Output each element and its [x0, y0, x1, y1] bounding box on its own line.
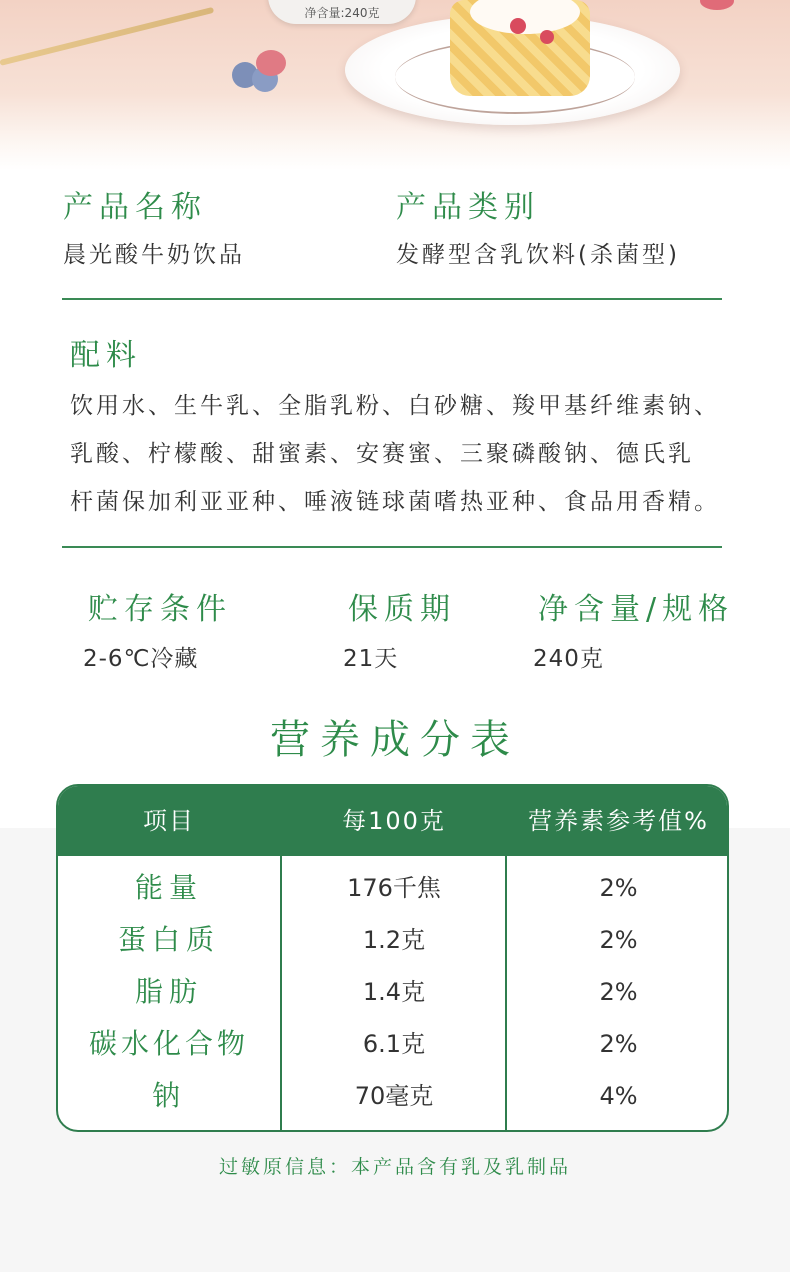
storage-value: 2-6℃冷藏 — [83, 646, 199, 672]
nutrient-nrv: 2% — [599, 874, 638, 902]
fork-illustration — [0, 7, 214, 66]
product-name-value: 晨光酸牛奶饮品 — [63, 242, 245, 268]
net-content-label: 净含量/规格 — [538, 592, 735, 627]
header-per100: 每100克 — [342, 807, 446, 835]
header-item: 项目 — [143, 807, 195, 835]
nutrient-nrv: 2% — [599, 1030, 638, 1058]
ingredients-label: 配料 — [70, 338, 142, 373]
nutrient-name: 脂肪 — [134, 975, 203, 1008]
raspberry-illustration — [540, 30, 554, 44]
ingredients-list — [70, 382, 720, 526]
nutrition-title: 营养成分表 — [270, 717, 520, 763]
product-category-value: 发酵型含乳饮料(杀菌型) — [396, 242, 680, 268]
table-row — [58, 966, 727, 1018]
storage-label: 贮存条件 — [88, 592, 232, 627]
nutrient-name: 能量 — [134, 871, 203, 904]
raspberry-illustration — [256, 50, 286, 76]
shelf-life-value: 21天 — [343, 646, 399, 672]
product-category-label: 产品类别 — [396, 190, 540, 225]
nutrient-name: 钠 — [151, 1079, 186, 1112]
raspberry-illustration — [700, 0, 734, 10]
raspberry-illustration — [510, 18, 526, 34]
table-row — [58, 1018, 727, 1070]
ingredients-line: 杆菌保加利亚亚种、唾液链球菌嗜热亚种、食品用香精。 — [70, 489, 720, 515]
nutrient-name: 蛋白质 — [117, 923, 220, 956]
yogurt-cup — [268, 0, 416, 24]
section-divider — [62, 298, 722, 300]
cup-label: 净含量:240克 — [304, 6, 380, 20]
nutrient-per100: 6.1克 — [362, 1030, 426, 1058]
nutrient-nrv: 2% — [599, 978, 638, 1006]
nutrient-per100: 176千焦 — [347, 874, 441, 902]
table-row — [58, 862, 727, 914]
hero-image — [0, 0, 790, 170]
ingredients-line: 乳酸、柠檬酸、甜蜜素、安赛蜜、三聚磷酸钠、德氏乳 — [70, 441, 694, 467]
ingredients-line: 饮用水、生牛乳、全脂乳粉、白砂糖、羧甲基纤维素钠、 — [70, 393, 720, 419]
net-content-value: 240克 — [533, 646, 604, 672]
shelf-life-label: 保质期 — [348, 592, 456, 627]
nutrient-nrv: 2% — [599, 926, 638, 954]
nutrient-per100: 70毫克 — [354, 1082, 434, 1110]
nutrient-nrv: 4% — [599, 1082, 638, 1110]
nutrient-per100: 1.4克 — [362, 978, 426, 1006]
nutrition-table — [56, 784, 729, 1132]
allergen-info: 过敏原信息：本产品含有乳及乳制品 — [218, 1156, 571, 1178]
nutrient-per100: 1.2克 — [362, 926, 426, 954]
table-row — [58, 914, 727, 966]
table-row — [58, 1070, 727, 1122]
table-header — [58, 786, 727, 856]
nutrient-name: 碳水化合物 — [88, 1027, 249, 1060]
header-nrv: 营养素参考值% — [528, 807, 709, 835]
product-name-label: 产品名称 — [63, 190, 207, 225]
section-divider — [62, 546, 722, 548]
